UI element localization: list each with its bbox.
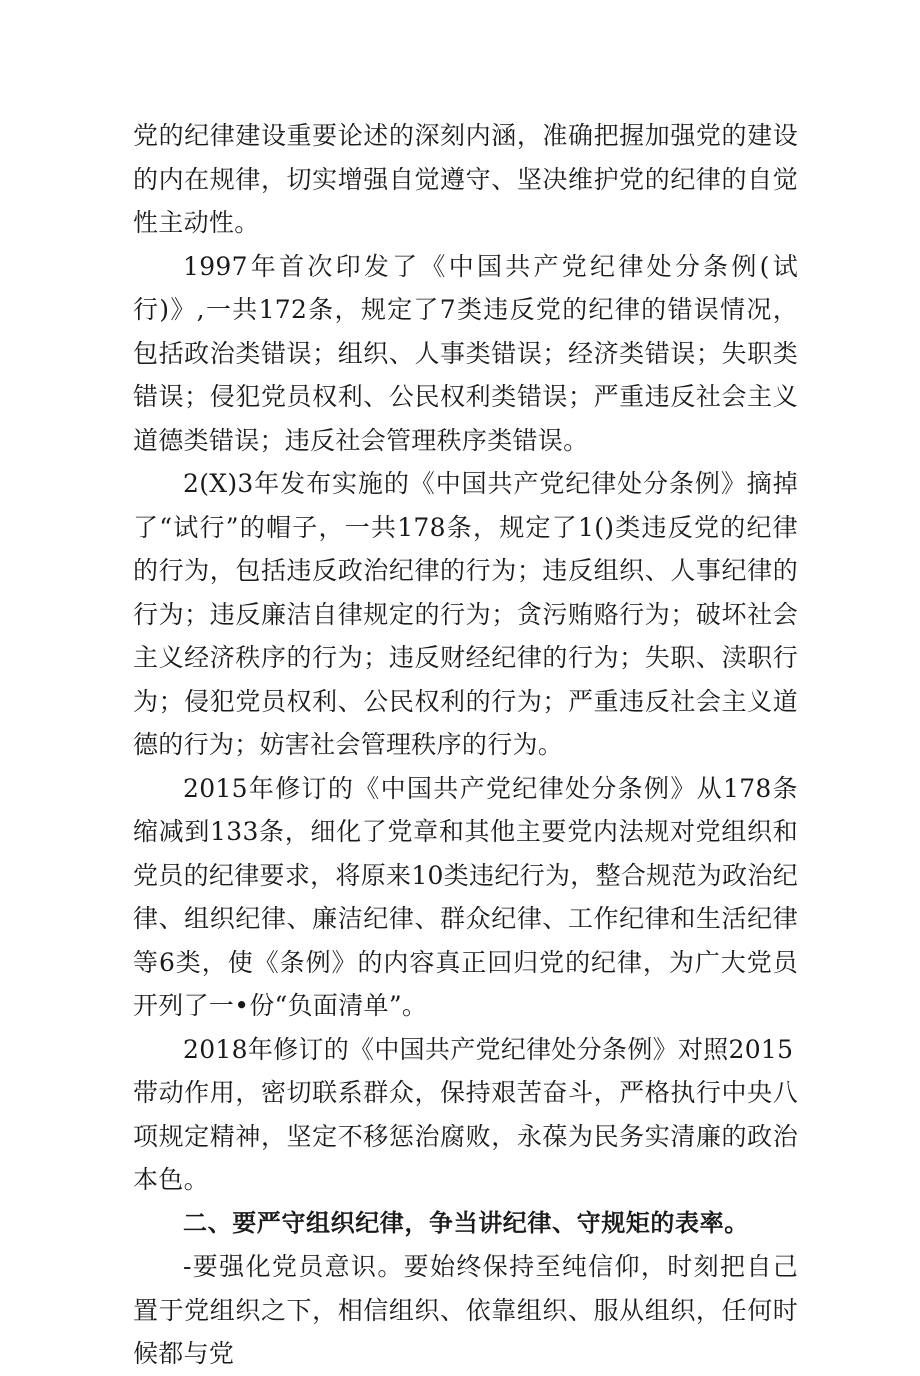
paragraph-party-awareness: -要强化党员意识。要始终保持至纯信仰，时刻把自己置于党组织之下，相信组织、依靠组织、服从组织，任何时候都与党	[133, 1252, 798, 1368]
section-heading: 二、要严守组织纪律，争当讲纪律、守规矩的表率。	[183, 1208, 749, 1237]
paragraph-political-character: 带动作用，密切联系群众，保持艰苦奋斗，严格执行中央八项规定精神，坚定不移惩治腐败，永葆为民务实清廉的政治本色。	[133, 1078, 798, 1194]
paragraph-2015-revision: 2015年修订的《中国共产党纪律处分条例》从178条缩减到133条，细化了党章和其他主要党内法规对党组织和党员的纪律要求，将原来10类违纪行为，整合规范为政治纪律、组织纪律、廉洁纪律、群众纪律、工作纪律和生活纪律等6类，使《条例》的内容真正回归党的纪律，为广大党员开列了一•份“负面清单”。	[133, 773, 798, 1020]
document-body	[133, 114, 798, 1376]
paragraph-1997-regulation: 1997年首次印发了《中国共产党纪律处分条例(试行)》,一共172条，规定了7类违反党的纪律的错误情况，包括政治类错误；组织、人事类错误；经济类错误；失职类错误；侵犯党员权利、公民权利类错误；严重违反社会主义道德类错误；违反社会管理秩序类错误。	[133, 251, 798, 455]
paragraph-2003-regulation: 2(X)3年发布实施的《中国共产党纪律处分条例》摘掉了“试行”的帽子，一共178条，规定了1()类违反党的纪律的行为，包括违反政治纪律的行为；违反组织、人事纪律的行为；违反廉洁自律规定的行为；贪污贿赂行为；破坏社会主义经济秩序的行为；违反财经纪律的行为；失职、渎职行为；侵犯党员权利、公民权利的行为；严重违反社会主义道德的行为；妨害社会管理秩序的行为。	[133, 469, 798, 759]
paragraph-2018-revision: 2018年修订的《中国共产党纪律处分条例》对照2015	[183, 1034, 794, 1064]
paragraph-continuation: 党的纪律建设重要论述的深刻内涵，准确把握加强党的建设的内在规律，切实增强自觉遵守、坚决维护党的纪律的自觉性主动性。	[133, 121, 798, 237]
